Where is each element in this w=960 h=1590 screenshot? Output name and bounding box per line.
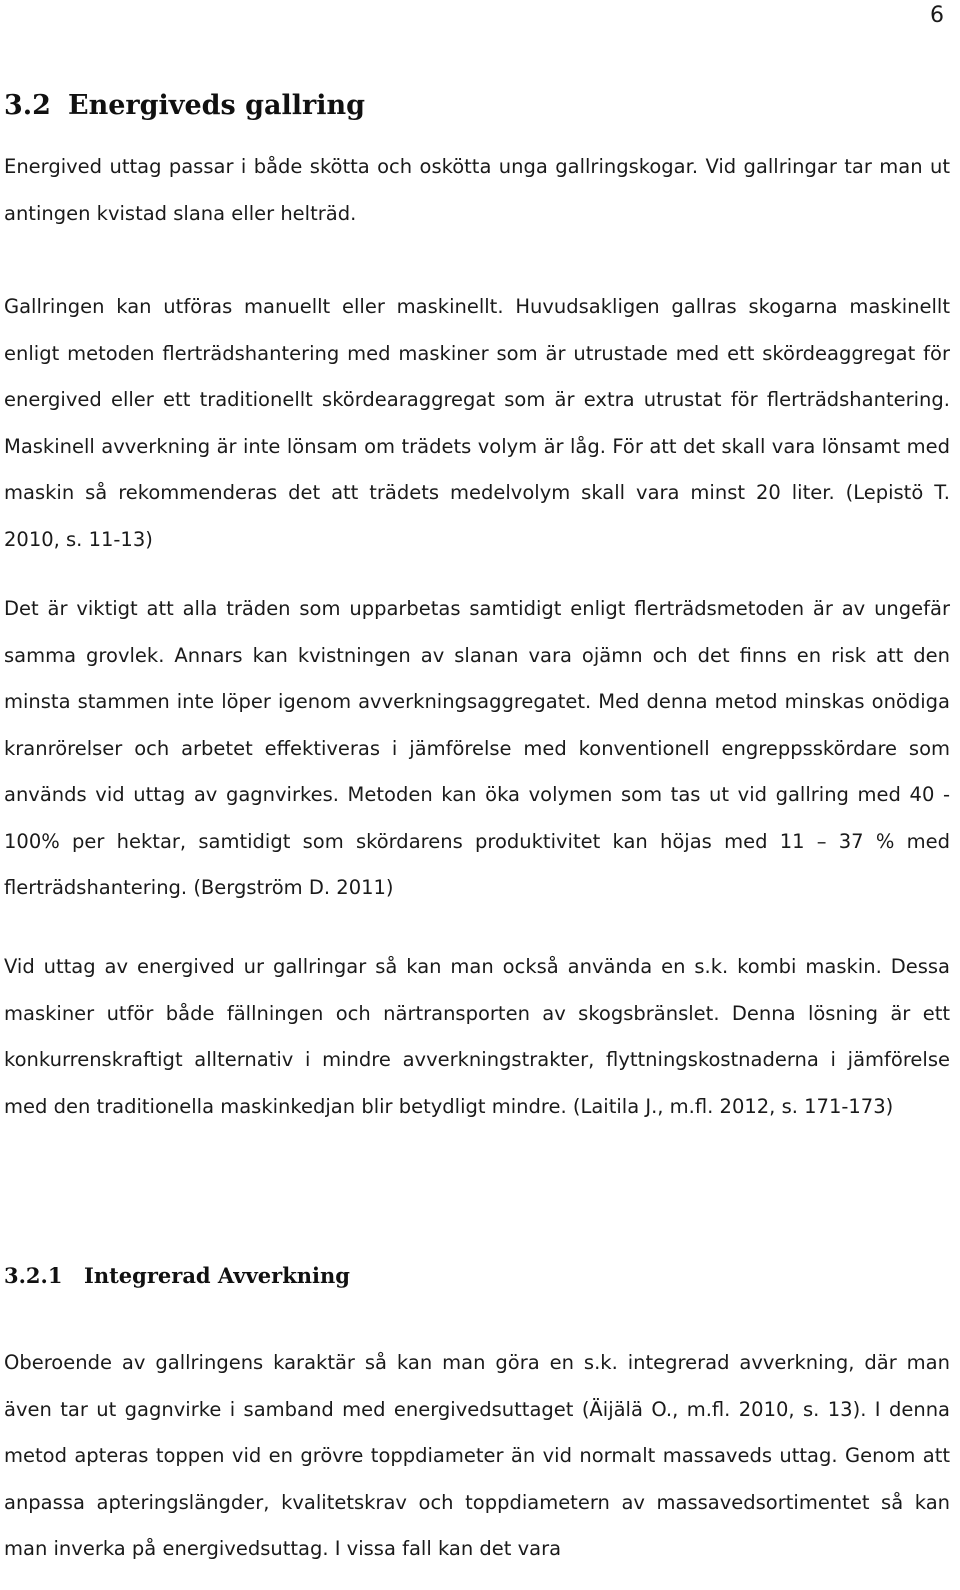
paragraph-combi-machine: Vid uttag av energived ur gallringar så kan man också använda en s.k. kombi maskin. Dessa maskiner utför både fällningen och närtransporten av skogsbränslet. Denna lösning är ett konkurrenskraftigt allternativ i mindre avverkningstrakter, flyttningskostnaderna i jämförelse med den traditionella maskinkedjan blir betydligt mindre. (Laitila J., m.fl. 2012, s. 171-173) [4,955,950,1118]
section-number: 3.2 [4,90,51,121]
paragraph-method: Gallringen kan utföras manuellt eller maskinellt. Huvudsakligen gallras skogarna maskinellt enligt metoden flerträdshantering med maskiner som är utrustade med ett skördeaggregat för energived eller ett traditionellt skördearaggregat som är extra utrustat för flerträdshantering. Maskinell avverkning är inte lönsam om trädets volym är låg. För att det skall vara lönsamt med maskin så rekommenderas det att trädets medelvolym skall vara minst 20 liter. (Lepistö T. 2010, s. 11-13) [4,295,950,551]
subsection-number: 3.2.1 [4,1263,63,1288]
paragraph-integrated: Oberoende av gallringens karaktär så kan man göra en s.k. integrerad avverkning, där man även tar ut gagnvirke i samband med energivedsuttaget (Äijälä O., m.fl. 2010, s. 13). I denna metod apteras toppen vid en grövre toppdiameter än vid normalt massaveds uttag. Genom att anpassa apteringslängder, kvalitetskrav och toppdiametern av massavedsortimentet så kan man inverka på energivedsuttag. I vissa fall kan det vara [4,1351,950,1560]
section-title: Energiveds gallring [68,90,365,121]
subsection-heading [4,1258,350,1294]
subsection-title: Integrerad Avverkning [84,1263,350,1288]
paragraph-intro: Energived uttag passar i både skötta och oskötta unga gallringskogar. Vid gallringar tar man ut antingen kvistad slana eller helträd. [4,155,950,225]
section-heading [4,86,365,126]
paragraph-multi-tree: Det är viktigt att alla träden som upparbetas samtidigt enligt flerträdsmetoden är av ungefär samma grovlek. Annars kan kvistningen av slanan vara ojämn och det finns en risk att den minsta stammen inte löper igenom avverkningsaggregatet. Med denna metod minskas onödiga kranrörelser och arbetet effektiveras i jämförelse med konventionell engreppsskördare som används vid uttag av gagnvirkes. Metoden kan öka volymen som tas ut vid gallring med 40 - 100% per hektar, samtidigt som skördarens produktivitet kan höjas med 11 – 37 % med flerträdshantering. (Bergström D. 2011) [4,597,950,899]
page-number: 6 [930,3,944,28]
